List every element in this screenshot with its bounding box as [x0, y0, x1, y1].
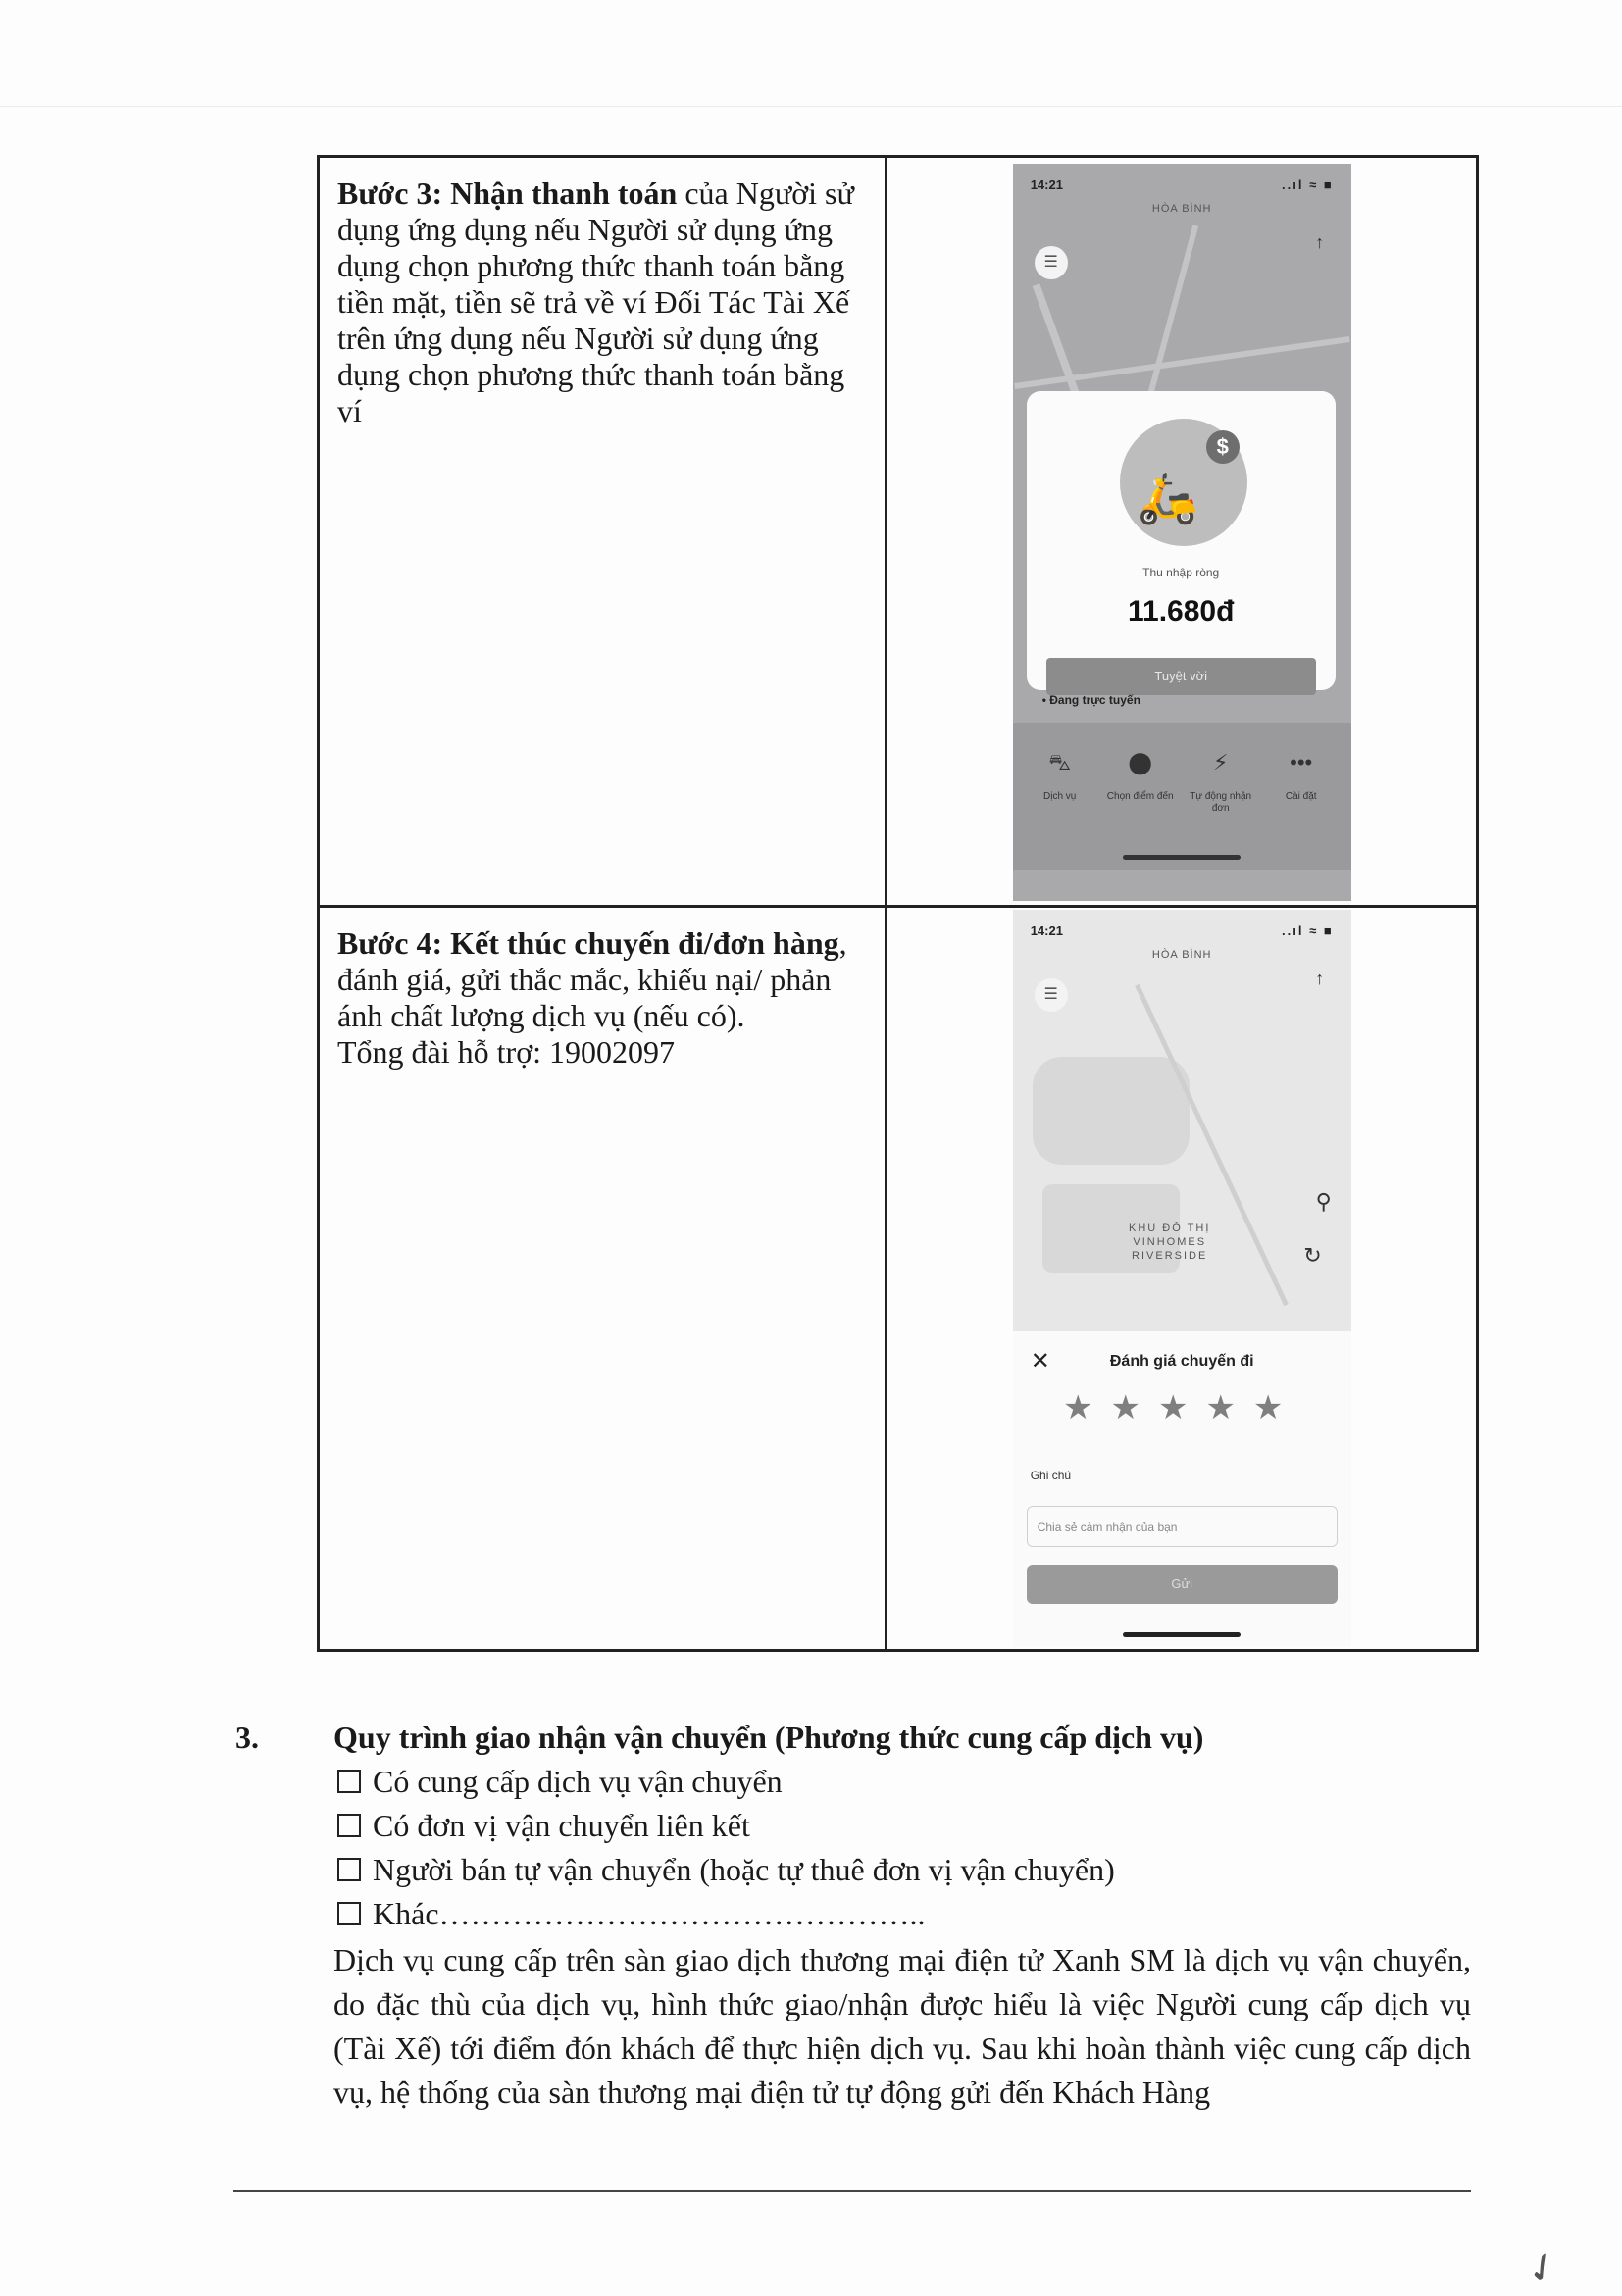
earnings-label: Thu nhập ròng: [1142, 566, 1220, 579]
scan-top-edge: [0, 106, 1622, 107]
step-4-screenshot-cell: [887, 907, 1478, 1651]
toolbar-label: Tự động nhận đơn: [1190, 791, 1252, 814]
home-indicator: [1123, 855, 1241, 860]
status-bar: [1031, 923, 1334, 938]
location-name: HÒA BÌNH: [1151, 949, 1212, 961]
toolbar-settings[interactable]: [1262, 750, 1341, 803]
toolbar-auto-accept[interactable]: [1182, 750, 1260, 815]
more-icon: •••: [1290, 750, 1313, 774]
map-road: [1147, 225, 1198, 396]
checkbox[interactable]: [337, 1770, 361, 1793]
toolbar-label: Chọn điểm đến: [1106, 791, 1174, 802]
earnings-value: 11.680đ: [1127, 595, 1235, 627]
option-partner-shipping[interactable]: [333, 1804, 1471, 1848]
step-3-screenshot-cell: [887, 157, 1478, 907]
star-rating[interactable]: ★★★★★: [1063, 1389, 1301, 1426]
status-bar: [1031, 177, 1334, 192]
footer-rule: [233, 2190, 1471, 2192]
service-icon: ⛍: [1048, 750, 1072, 774]
map-area: [1033, 1057, 1190, 1165]
step-3-row: [319, 157, 1478, 907]
note-label: Ghi chú: [1030, 1469, 1072, 1482]
step-4-body: , đánh giá, gửi thắc mắc, khiếu nại/ phản ánh chất lượng dịch vụ (nếu có).: [337, 925, 847, 1033]
feedback-input[interactable]: Chia sẻ cảm nhận của bạn: [1027, 1506, 1338, 1547]
step-4-description-cell: [319, 907, 887, 1651]
menu-button[interactable]: ☰: [1035, 978, 1068, 1012]
option-seller-shipping[interactable]: [333, 1848, 1471, 1892]
checkbox[interactable]: [337, 1814, 361, 1837]
menu-button[interactable]: ☰: [1035, 246, 1068, 279]
location-pin-icon: ⬤: [1128, 750, 1153, 774]
location-name: HÒA BÌNH: [1151, 203, 1212, 215]
step-4-row: [319, 907, 1478, 1651]
option-label: Khác………………………………………..: [373, 1896, 926, 1931]
step-3-label: Bước 3: Nhận thanh toán: [337, 175, 678, 211]
section-body: [333, 1716, 1471, 2115]
checkbox[interactable]: [337, 1902, 361, 1925]
scooter-icon: 🛵: [1137, 471, 1198, 525]
step-3-description-cell: [319, 157, 887, 907]
support-hotline: Tổng đài hỗ trợ: 19002097: [337, 1034, 675, 1070]
steps-table: [317, 155, 1479, 1652]
driver-toolbar: [1013, 723, 1351, 870]
signal-battery-icon: ..ıl ≈ ■: [1282, 177, 1334, 192]
step-3-body: của Người sử dụng ứng dụng nếu Người sử dụng ứng dụng chọn phương thức thanh toán bằng tiền mặt, tiền sẽ trả về ví Đối Tác Tài Xế trên ứng dụng nếu Người sử dụng ứng dụng chọn phương thức thanh toán bằng ví: [337, 175, 854, 428]
checkbox[interactable]: [337, 1858, 361, 1881]
option-own-shipping[interactable]: [333, 1760, 1471, 1804]
navigation-arrow-icon[interactable]: ↑: [1315, 969, 1325, 988]
toolbar-label: Cài đặt: [1285, 791, 1317, 802]
navigation-arrow-icon[interactable]: ↑: [1315, 232, 1325, 252]
signal-battery-icon: ..ıl ≈ ■: [1282, 923, 1334, 938]
section-title: Quy trình giao nhận vận chuyển (Phương thức cung cấp dịch vụ): [333, 1720, 1204, 1755]
refresh-icon[interactable]: ↻: [1303, 1243, 1322, 1268]
location-pin-icon: ⚲: [1315, 1189, 1332, 1214]
home-indicator: [1123, 1632, 1241, 1637]
online-status: • Đang trực tuyến: [1041, 693, 1140, 707]
status-time: 14:21: [1030, 923, 1063, 938]
rating-sheet: [1013, 1331, 1351, 1647]
driver-scooter-illustration: [1120, 419, 1247, 546]
earnings-card: [1027, 391, 1336, 690]
coin-dollar-icon: $: [1206, 430, 1240, 464]
option-other[interactable]: [333, 1892, 1471, 1936]
step-3-text: [320, 158, 885, 429]
option-label: Có cung cấp dịch vụ vận chuyển: [373, 1764, 783, 1799]
option-label: Người bán tự vận chuyển (hoặc tự thuê đơn vị vận chuyển): [373, 1852, 1115, 1887]
send-button[interactable]: Gửi: [1027, 1565, 1338, 1604]
step-4-label: Bước 4: Kết thúc chuyến đi/đơn hàng: [337, 925, 839, 961]
confirm-button[interactable]: Tuyệt vời: [1046, 658, 1316, 695]
status-time: 14:21: [1030, 177, 1063, 192]
lightning-icon: ⚡: [1212, 750, 1229, 774]
option-label: Có đơn vị vận chuyển liên kết: [373, 1808, 750, 1843]
toolbar-label: Dịch vụ: [1043, 791, 1077, 802]
step-4-text: [320, 908, 885, 1071]
section-number: 3.: [235, 1720, 259, 1755]
section-paragraph: Dịch vụ cung cấp trên sàn giao dịch thương mại điện tử Xanh SM là dịch vụ vận chuyển, do đặc thù của dịch vụ, hình thức giao/nhận được hiểu là việc Người cung cấp dịch vụ (Tài Xế) tới điểm đón khách để thực hiện dịch vụ. Sau khi hoàn thành việc cung cấp dịch vụ, hệ thống của sàn thương mại điện tử tự động gửi đến Khách Hàng: [333, 1942, 1471, 2110]
toolbar-service[interactable]: [1021, 750, 1099, 803]
rating-title: Đánh giá chuyến đi: [1109, 1353, 1254, 1370]
rating-screenshot: [1013, 910, 1351, 1647]
toolbar-destination[interactable]: [1101, 750, 1180, 803]
handwritten-initial: ✓: [1516, 2240, 1568, 2296]
close-icon[interactable]: ✕: [1030, 1348, 1050, 1374]
earnings-screenshot: [1013, 164, 1351, 901]
map-area-label: KHU ĐÔ THỊ VINHOMES RIVERSIDE: [1129, 1223, 1211, 1262]
